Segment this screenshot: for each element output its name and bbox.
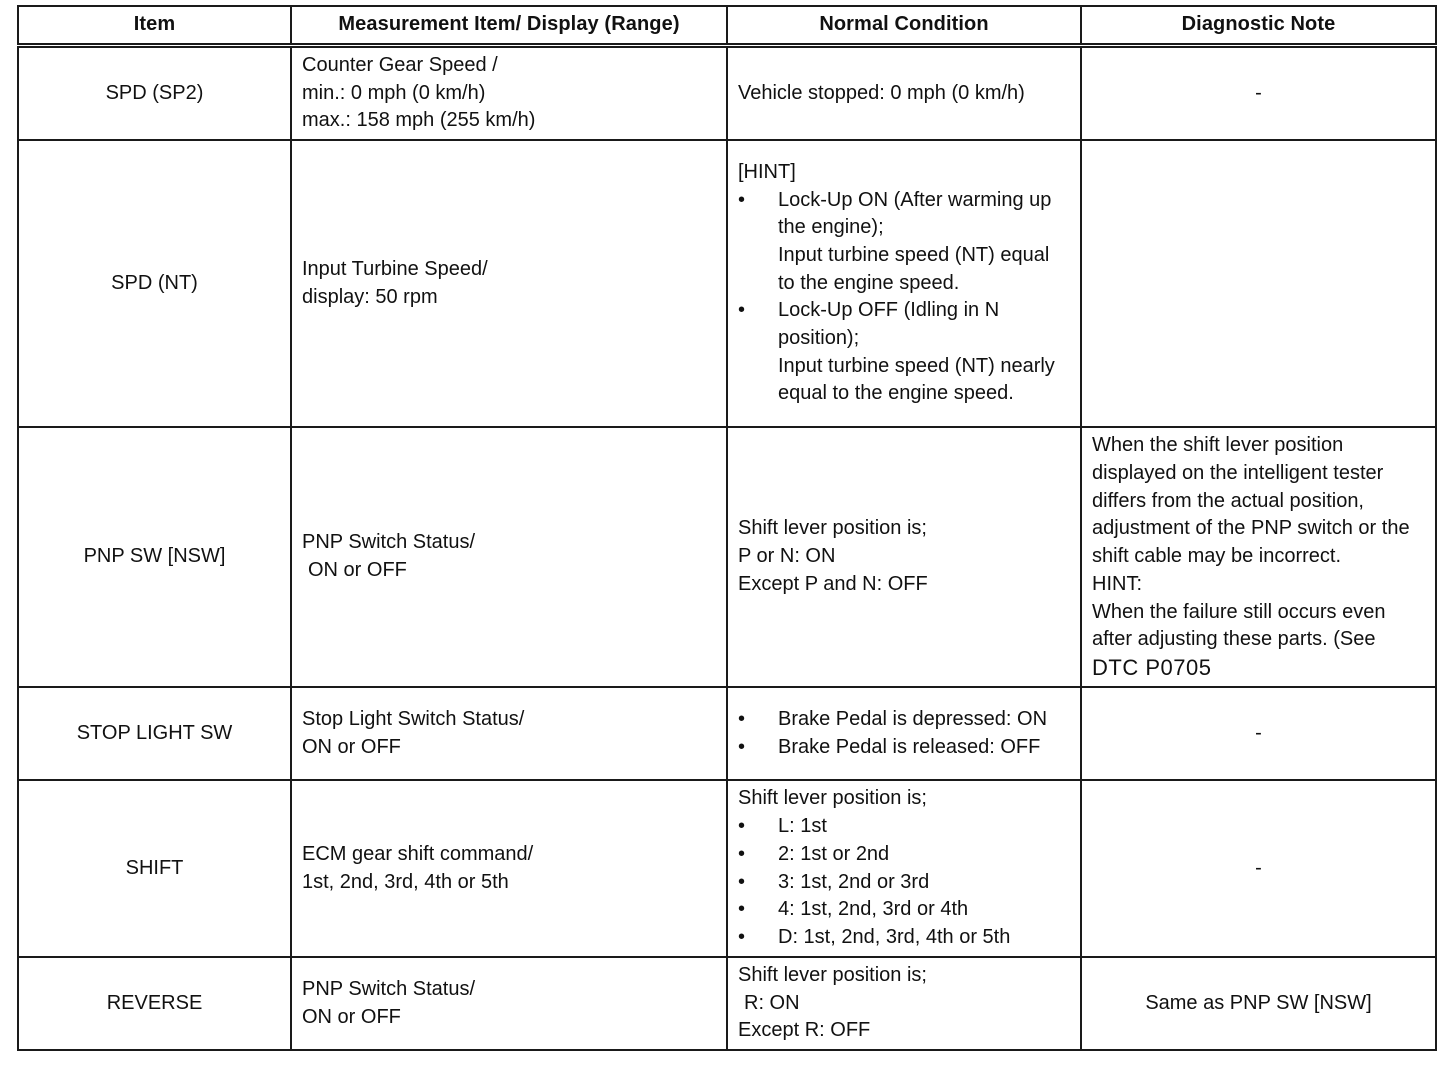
measurement-line: ON or OFF [302, 1005, 401, 1028]
item-cell: PNP SW [NSW] [18, 427, 291, 687]
measurement-cell [291, 46, 727, 141]
bullet-icon: • [738, 898, 746, 921]
list-item-detail: Input turbine speed (NT) equal to the engine speed. [778, 243, 1050, 294]
header-item: Item [18, 6, 291, 46]
condition-line: Shift lever position is; [738, 963, 927, 986]
measurement-line: ECM gear shift command/ [302, 842, 534, 865]
normal-condition-cell: Vehicle stopped: 0 mph (0 km/h) [727, 46, 1081, 141]
condition-line: P or N: ON [738, 545, 836, 568]
item-cell: SPD (NT) [18, 140, 291, 427]
list-item [738, 813, 1070, 841]
hint-text: When the failure still occurs even after adjusting these parts. (See [1092, 600, 1386, 651]
condition-intro: Shift lever position is; [738, 787, 927, 810]
list-item [738, 924, 1070, 952]
diagnostic-note-cell [1081, 140, 1436, 427]
measurement-line: PNP Switch Status/ [302, 531, 476, 554]
bullet-icon: • [738, 188, 746, 211]
normal-condition-cell [727, 687, 1081, 780]
condition-list [738, 706, 1070, 761]
condition-line: R: ON [744, 991, 800, 1014]
measurement-line: 1st, 2nd, 3rd, 4th or 5th [302, 870, 509, 893]
header-row [18, 6, 1436, 46]
normal-condition-cell [727, 140, 1081, 427]
condition-list [738, 813, 1070, 952]
list-item [738, 734, 1070, 762]
bullet-icon: • [738, 842, 746, 865]
condition-line: Except P and N: OFF [738, 572, 928, 595]
item-cell: SPD (SP2) [18, 46, 291, 141]
table-row [18, 140, 1436, 427]
normal-condition-cell [727, 427, 1081, 687]
measurement-cell [291, 427, 727, 687]
item-cell: STOP LIGHT SW [18, 687, 291, 780]
measurement-line: min.: 0 mph (0 km/h) [302, 81, 486, 104]
bullet-icon: • [738, 707, 746, 730]
condition-line: Shift lever position is; [738, 517, 927, 540]
table-row [18, 687, 1436, 780]
table-row [18, 46, 1436, 141]
measurement-line: PNP Switch Status/ [302, 977, 476, 1000]
list-item [738, 187, 1070, 298]
bullet-icon: • [738, 870, 746, 893]
diagnostic-data-table [17, 5, 1437, 1051]
diagnostic-note-cell: - [1081, 46, 1436, 141]
list-item-text: 4: 1st, 2nd, 3rd or 4th [778, 898, 969, 921]
measurement-line: display: 50 rpm [302, 285, 438, 308]
list-item [738, 706, 1070, 734]
list-item [738, 297, 1070, 408]
bullet-icon: • [738, 815, 746, 838]
measurement-line: ON or OFF [308, 559, 407, 581]
table-row [18, 427, 1436, 687]
measurement-cell [291, 780, 727, 957]
measurement-line: max.: 158 mph (255 km/h) [302, 109, 536, 132]
list-item-text: D: 1st, 2nd, 3rd, 4th or 5th [778, 925, 1011, 948]
header-measurement: Measurement Item/ Display (Range) [291, 6, 727, 46]
list-item-text: 3: 1st, 2nd or 3rd [778, 870, 930, 893]
condition-line: Except R: OFF [738, 1019, 871, 1042]
condition-list [738, 187, 1070, 409]
list-item-text: L: 1st [778, 815, 827, 838]
hint-label: HINT: [1092, 572, 1142, 595]
list-item-text: Brake Pedal is released: OFF [778, 735, 1041, 758]
diagnostic-note-cell [1081, 427, 1436, 687]
diagnostic-note-cell: - [1081, 687, 1436, 780]
hint-label: [HINT] [738, 160, 796, 183]
list-item-text: Brake Pedal is depressed: ON [778, 707, 1048, 730]
header-normal-condition: Normal Condition [727, 6, 1081, 46]
list-item [738, 841, 1070, 869]
measurement-cell [291, 957, 727, 1050]
normal-condition-cell [727, 780, 1081, 957]
normal-condition-cell [727, 957, 1081, 1050]
list-item [738, 869, 1070, 897]
measurement-line: ON or OFF [302, 735, 401, 758]
note-text: When the shift lever position displayed on the intelligent tester differs from the actual position, adjustment of the PNP switch or the shift cable may be incorrect. [1092, 434, 1410, 568]
measurement-line: Input Turbine Speed/ [302, 257, 488, 280]
list-item [738, 896, 1070, 924]
measurement-line: Counter Gear Speed / [302, 53, 498, 76]
item-cell: REVERSE [18, 957, 291, 1050]
bullet-icon: • [738, 299, 746, 322]
header-diagnostic-note: Diagnostic Note [1081, 6, 1436, 46]
diagnostic-note-cell: Same as PNP SW [NSW] [1081, 957, 1436, 1050]
list-item-text: 2: 1st or 2nd [778, 842, 890, 865]
bullet-icon: • [738, 925, 746, 948]
list-item-text: Lock-Up ON (After warming up the engine); [778, 188, 1052, 239]
item-cell: SHIFT [18, 780, 291, 957]
measurement-cell [291, 140, 727, 427]
list-item-text: Lock-Up OFF (Idling in N position); [778, 299, 1000, 350]
dtc-reference: DTC P0705 [1092, 654, 1212, 680]
list-item-detail: Input turbine speed (NT) nearly equal to the engine speed. [778, 354, 1055, 405]
measurement-cell [291, 687, 727, 780]
table-row [18, 780, 1436, 957]
measurement-line: Stop Light Switch Status/ [302, 707, 525, 730]
table-row [18, 957, 1436, 1050]
bullet-icon: • [738, 735, 746, 758]
diagnostic-note-cell: - [1081, 780, 1436, 957]
